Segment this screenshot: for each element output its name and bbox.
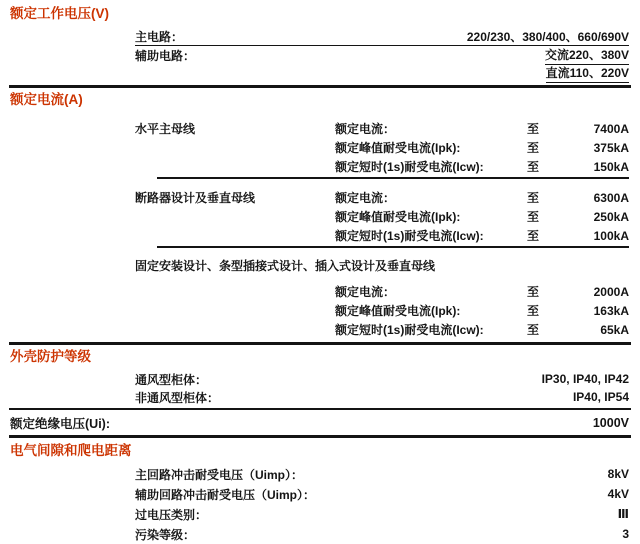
limit-prefix: 至 <box>527 191 540 205</box>
spec-row-insulation-voltage <box>9 412 631 438</box>
row-value: 3 <box>622 527 629 541</box>
spec-label: 额定短时(1s)耐受电流(Icw): <box>335 229 484 243</box>
spec-label: 额定电流： <box>335 122 396 136</box>
spec-value: 375kA <box>593 140 629 155</box>
spec-label: 额定电流： <box>335 285 396 299</box>
spec-row <box>135 320 629 339</box>
spec-row <box>135 138 629 157</box>
row-label: 非通风型柜体： <box>135 390 220 405</box>
spec-row <box>135 207 629 226</box>
spec-value: 2000A <box>593 284 629 299</box>
row-label: 通风型柜体： <box>135 372 208 387</box>
spec-row <box>135 157 629 176</box>
row-label: 主回路冲击耐受电压（Uimp）： <box>135 467 304 482</box>
spec-row-aux-circuit <box>135 46 629 64</box>
row-value: 直流110、220V <box>546 64 629 83</box>
limit-prefix: 至 <box>527 323 540 337</box>
spec-label: 额定峰值耐受电流(Ipk): <box>335 141 461 155</box>
spec-row-non-ventilated <box>135 388 629 406</box>
spacer <box>0 248 640 257</box>
spec-value: 7400A <box>593 121 629 136</box>
row-value: 4kV <box>607 487 629 501</box>
limit-prefix: 至 <box>527 210 540 224</box>
row-value: 交流220、380V <box>545 46 629 65</box>
spacer <box>0 179 640 188</box>
spec-row <box>135 301 629 320</box>
spec-row <box>135 282 629 301</box>
limit-prefix: 至 <box>527 141 540 155</box>
row-label: 辅助回路冲击耐受电压（Uimp）： <box>135 487 316 502</box>
group-label-fixed-plugin: 固定安装设计、条型插接式设计、插入式设计及垂直母线 <box>135 259 436 273</box>
row-label: 污染等级： <box>135 527 196 542</box>
spec-row-uimp-aux <box>135 484 629 504</box>
spec-value: 163kA <box>593 303 629 318</box>
group-label-breaker-busbar: 断路器设计及垂直母线 <box>135 191 256 205</box>
section-title-rated-voltage: 额定工作电压(V) <box>10 6 109 21</box>
spec-value: 250kA <box>593 209 629 224</box>
limit-prefix: 至 <box>527 304 540 318</box>
spec-row-ventilated <box>135 370 629 388</box>
spec-value: 150kA <box>593 159 629 174</box>
limit-prefix: 至 <box>527 122 540 136</box>
spec-row <box>135 226 629 245</box>
row-value: Ⅲ <box>617 507 629 521</box>
row-value: 220/230、380/400、660/690V <box>466 29 629 44</box>
spec-value: 6300A <box>593 190 629 205</box>
section-divider <box>9 342 631 345</box>
spec-label: 额定短时(1s)耐受电流(Icw): <box>335 323 484 337</box>
section-divider <box>9 85 631 88</box>
section-title-clearance: 电气间隙和爬电距离 <box>10 443 132 458</box>
spec-row <box>135 188 629 207</box>
row-value: 8kV <box>607 467 629 481</box>
row-value: IP30, IP40, IP42 <box>541 372 629 386</box>
limit-prefix: 至 <box>527 160 540 174</box>
spec-label: 额定短时(1s)耐受电流(Icw): <box>335 160 484 174</box>
spec-row-dc-voltage <box>135 64 629 82</box>
row-value: IP40, IP54 <box>572 390 629 404</box>
section-title-ip-rating: 外壳防护等级 <box>10 349 91 364</box>
section-divider <box>9 408 631 410</box>
row-value: 1000V <box>592 416 629 430</box>
group-label-main-busbar: 水平主母线 <box>135 122 196 136</box>
spec-label: 额定峰值耐受电流(Ipk): <box>335 304 461 318</box>
spec-value: 65kA <box>600 322 629 337</box>
row-label: 过电压类别： <box>135 507 208 522</box>
section-title-rated-current: 额定电流(A) <box>10 92 83 107</box>
spec-row <box>135 119 629 138</box>
limit-prefix: 至 <box>527 285 540 299</box>
spec-label: 额定电流： <box>335 191 396 205</box>
spec-row-main-circuit <box>135 27 629 46</box>
spec-row-uimp-main <box>135 464 629 484</box>
limit-prefix: 至 <box>527 229 540 243</box>
row-label: 主电路： <box>135 29 184 44</box>
spec-row-overvoltage-category <box>135 504 629 524</box>
spec-row-pollution-degree <box>135 524 629 544</box>
row-label: 辅助电路： <box>135 48 196 63</box>
spec-value: 100kA <box>593 228 629 243</box>
spec-label: 额定峰值耐受电流(Ipk): <box>335 210 461 224</box>
row-label: 额定绝缘电压(Ui): <box>10 417 110 431</box>
